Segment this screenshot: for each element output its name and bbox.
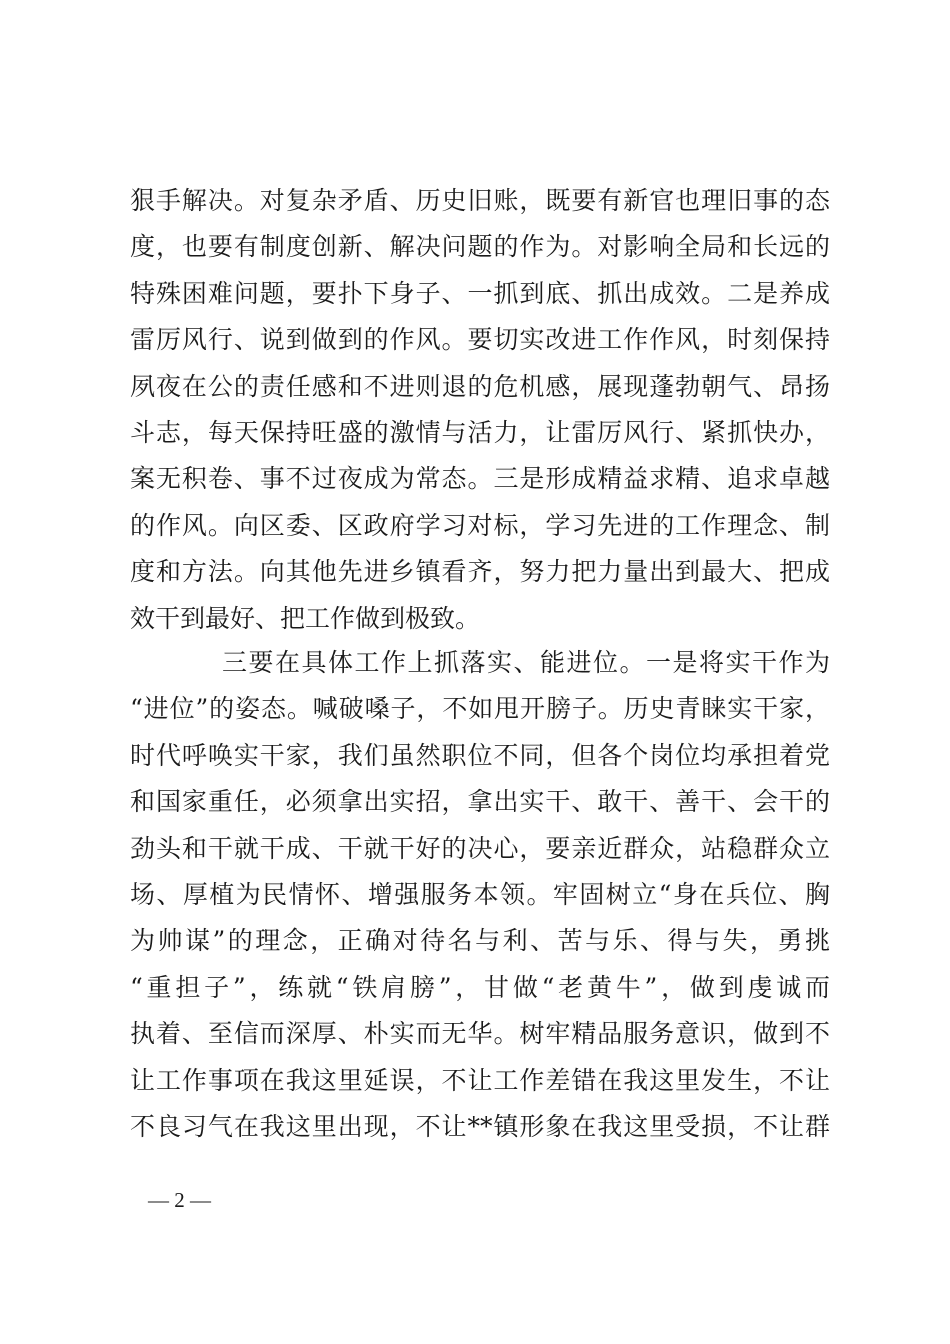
text-line: “重担子”，练就“铁肩膀”，甘做“老黄牛”，做到虔诚而	[130, 972, 830, 1002]
text-line: 劲头和干就干成、干就干好的决心，要亲近群众，站稳群众立	[130, 833, 830, 863]
text-line: 效干到最好、把工作做到极致。	[130, 603, 481, 633]
text-line: 案无积卷、事不过夜成为常态。三是形成精益求精、追求卓越	[130, 464, 830, 494]
text-line: 执着、至信而深厚、朴实而无华。树牢精品服务意识，做到不	[130, 1019, 830, 1049]
text-line: 时代呼唤实干家，我们虽然职位不同，但各个岗位均承担着党	[130, 740, 830, 770]
text-line: 度，也要有制度创新、解决问题的作为。对影响全局和长远的	[130, 232, 830, 262]
text-line: 让工作事项在我这里延误，不让工作差错在我这里发生，不让	[130, 1065, 830, 1095]
page-number: — 2 —	[148, 1188, 211, 1212]
text-line: 三要在具体工作上抓落实、能进位。一是将实干作为	[222, 648, 830, 677]
text-line: 的作风。向区委、区政府学习对标，学习先进的工作理念、制	[130, 510, 830, 540]
paragraph-2	[130, 640, 830, 1150]
text-line: 不良习气在我这里出现，不让**镇形象在我这里受损，不让群	[130, 1111, 830, 1141]
text-line: “进位”的姿态。喊破嗓子，不如甩开膀子。历史青睐实干家，	[130, 694, 830, 724]
paragraph-1	[130, 178, 830, 642]
text-line: 和国家重任，必须拿出实招，拿出实干、敢干、善干、会干的	[130, 787, 830, 817]
text-line: 特殊困难问题，要扑下身子、一抓到底、抓出成效。二是养成	[130, 278, 830, 308]
text-line: 狠手解决。对复杂矛盾、历史旧账，既要有新官也理旧事的态	[130, 186, 830, 215]
text-line: 为帅谋”的理念，正确对待名与利、苦与乐、得与失，勇挑	[130, 926, 830, 956]
text-line: 斗志，每天保持旺盛的激情与活力，让雷厉风行、紧抓快办，	[130, 417, 830, 447]
text-line: 场、厚植为民情怀、增强服务本领。牢固树立“身在兵位、胸	[130, 879, 830, 909]
text-line: 雷厉风行、说到做到的作风。要切实改进工作作风，时刻保持	[130, 325, 830, 355]
text-line: 夙夜在公的责任感和不进则退的危机感，展现蓬勃朝气、昂扬	[130, 371, 830, 401]
text-line: 度和方法。向其他先进乡镇看齐，努力把力量出到最大、把成	[130, 557, 830, 587]
